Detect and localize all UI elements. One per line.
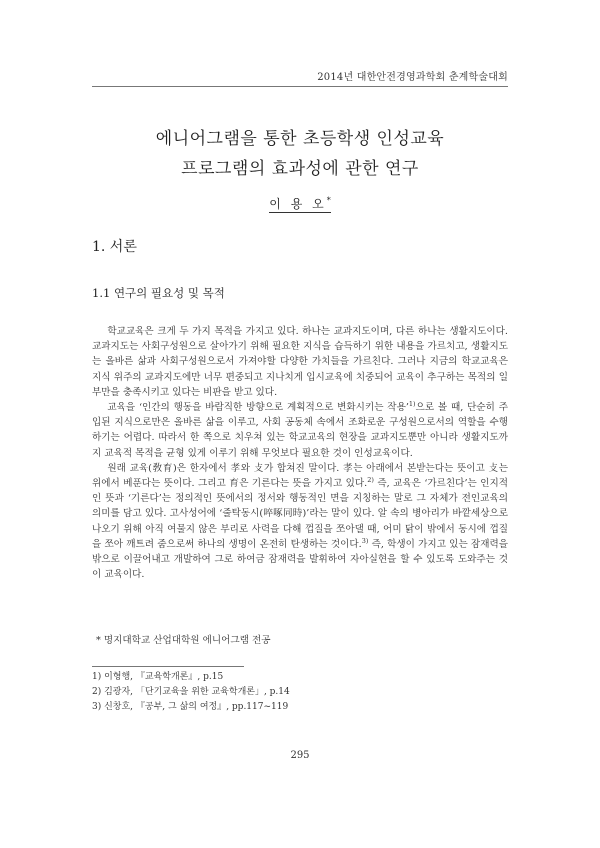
paper-title bbox=[0, 124, 600, 184]
title-line-2: 프로그램의 효과성에 관한 연구 bbox=[181, 159, 419, 179]
footnote-ref-1[interactable]: 1) bbox=[408, 399, 416, 408]
paragraph-2-main: 교육을 ‘인간의 행동을 바람직한 방향으로 계획적으로 변화시키는 작용’ bbox=[107, 402, 409, 414]
paragraph-1 bbox=[92, 324, 508, 400]
paragraph-1-text: 학교교육은 크게 두 가지 목적을 가지고 있다. 하나는 교과지도이며, 다른 하나는 생활지도이다. 교과지도는 사회구성원으로 살아가기 위해 필요한 지식을 습득하기 위한 내용을 가르치고, 생활지도는 올바른 삶과 사회구성원으로서 가져야할 다양한 가치들을 가르친다. 그러나 지금의 학교교육은 지식 위주의 교과지도에만 너무 편중되고 지나치게 입시교육에 치중되어 교육이 추구하는 목적의 일부만을 충족시키고 있다는 비판을 받고 있다. bbox=[92, 326, 508, 398]
footnote-3: 3) 신창호, 『공부, 그 삶의 여정』, pp.117~119 bbox=[92, 702, 289, 712]
paragraph-3 bbox=[92, 461, 508, 583]
paragraph-3-b: 즉, 교육은 ‘가르친다’는 인지적인 뜻과 ‘기른다’는 정의적인 뜻에서의 정서와 행동적인 면을 지칭하는 말로 그 자체가 전인교육의 의미를 담고 있다. 고사성어에 ‘줄탁동시(啐啄同時)’라는 말이 있다. 알 속의 병아리가 바깥세상으로 나오기 위해 아직 여물지 않은 부리로 사력을 다해 껍질을 쪼아댈 때, 어미 닭이 밖에서 동시에 껍질을 쪼아 깨트려 줌으로써 하나의 생명이 온전히 탄생하는 것이다. bbox=[92, 478, 508, 550]
header-rule bbox=[92, 86, 508, 87]
footnote-2: 2) 김광자, 「단기교육을 위한 교육학개론」, p.14 bbox=[92, 687, 290, 697]
paragraph-2 bbox=[92, 400, 508, 461]
section-heading: 1. 서론 bbox=[92, 239, 137, 255]
paragraph-3-a: 원래 교육(敎育)은 한자에서 孝와 攴가 합쳐진 말이다. 孝는 아래에서 본받는다는 뜻이고 攴는 위에서 베푼다는 뜻이다. 그리고 育은 기른다는 뜻을 가지고 있다. bbox=[92, 462, 508, 490]
running-header: 2014년 대한안전경영과학회 춘계학술대회 bbox=[317, 72, 508, 83]
subsection-heading: 1.1 연구의 필요성 및 목적 bbox=[92, 286, 225, 300]
footnote-rule bbox=[92, 666, 244, 667]
author-name: 이 용 오 bbox=[269, 197, 327, 211]
body-text bbox=[92, 324, 508, 582]
page-number: 295 bbox=[290, 750, 310, 761]
footnotes bbox=[92, 670, 290, 715]
footnote-ref-2[interactable]: 2) bbox=[367, 475, 374, 484]
author-affiliation: * 명지대학교 산업대학원 에니어그램 전공 bbox=[96, 635, 271, 646]
paragraph-2-rest: 으로 볼 때, 단순히 주입된 지식으로만은 올바른 삶을 이루고, 사회 공동체 속에서 조화로운 구성원으로서의 역할을 수행하기는 어렵다. 따라서 한 쪽으로 치우쳐 있는 학교교육의 현장을 교과지도뿐만 아니라 생활지도까지 교육적 목적을 균형 있게 이루기 위해 무엇보다 필요한 것이 인성교육이다. bbox=[92, 402, 508, 459]
author-block bbox=[0, 195, 600, 212]
footnote-1: 1) 이형행, 『교육학개론』, p.15 bbox=[92, 672, 224, 682]
author-mark: * bbox=[326, 196, 331, 205]
paragraph-3-c: 즉, 학생이 가지고 있는 잠재력을 밖으로 이끌어내고 개발하여 그로 하여금 잠재력을 발휘하여 자아실현을 할 수 있도록 도와주는 것이 교육이다. bbox=[92, 538, 509, 581]
author-name-wrap bbox=[269, 197, 330, 213]
footnote-ref-3[interactable]: 3) bbox=[361, 536, 369, 545]
title-line-1: 에니어그램을 통한 초등학생 인성교육 bbox=[155, 129, 445, 149]
